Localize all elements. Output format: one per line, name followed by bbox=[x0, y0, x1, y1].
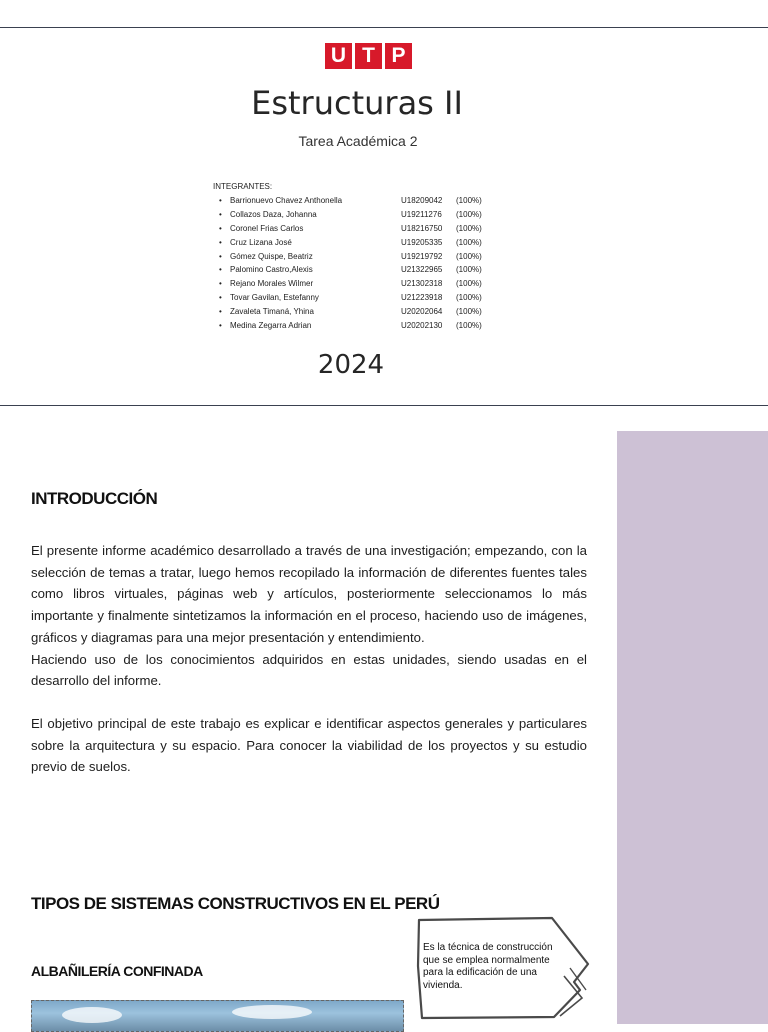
bullet-icon: • bbox=[219, 237, 222, 247]
member-name: Palomino Castro,Alexis bbox=[230, 265, 313, 275]
bullet-icon: • bbox=[219, 265, 222, 275]
bullet-icon: • bbox=[219, 196, 222, 205]
bullet-icon: • bbox=[219, 307, 222, 317]
member-name: Rejano Morales Wilmer bbox=[230, 279, 314, 289]
intro-paragraph: El presente informe académico desarrollado a través de una investigación; empezando, con la selección de temas a tratar, luego hemos recopilado la información de diferentes fuentes tales como libros virtuales, páginas web y artículos, posteriormente seleccionamos lo más importante y finalmente sintetizamos la información en el proceso, haciendo uso de imágenes, gráficos y diagramas para una mejor presentación y entendimiento. bbox=[31, 543, 587, 645]
member-name: Tovar Gavilan, Estefanny bbox=[230, 293, 319, 303]
member-code: U20202064 bbox=[401, 307, 443, 317]
member-code: U19205335 bbox=[401, 237, 443, 247]
member-name: Zavaleta Timaná, Yhina bbox=[230, 307, 314, 317]
members-list bbox=[213, 182, 482, 333]
member-percentage: (100%) bbox=[456, 251, 482, 261]
objective-text bbox=[31, 713, 587, 778]
objective-paragraph: El objetivo principal de este trabajo es explicar e identificar aspectos generales y particulares sobre la arquitectura y su espacio. Para conocer la viabilidad de los proyectos y su estudio previo de suelos. bbox=[31, 716, 587, 775]
member-percentage: (100%) bbox=[456, 209, 482, 219]
member-row bbox=[213, 291, 482, 305]
member-percentage: (100%) bbox=[456, 237, 482, 247]
photo-cloud bbox=[232, 1005, 312, 1019]
callout-text: Es la técnica de construcción que se emplea normalmente para la edificación de una vivienda. bbox=[423, 942, 553, 991]
intro-paragraph: Haciendo uso de los conocimientos adquiridos en estas unidades, siendo usadas en el desarrollo del informe. bbox=[31, 651, 587, 689]
member-name: Cruz Lizana José bbox=[230, 237, 292, 247]
introduction-heading: INTRODUCCIÓN bbox=[31, 489, 158, 508]
member-percentage: (100%) bbox=[456, 196, 482, 205]
member-row bbox=[213, 277, 482, 291]
member-code: U19219792 bbox=[401, 251, 443, 261]
member-code: U21302318 bbox=[401, 279, 443, 289]
member-row bbox=[213, 305, 482, 319]
member-code: U19211276 bbox=[401, 209, 442, 219]
member-row bbox=[213, 194, 482, 208]
member-code: U18216750 bbox=[401, 223, 443, 233]
document-title: Estructuras II bbox=[251, 84, 463, 122]
member-row bbox=[213, 319, 482, 333]
member-code: U18209042 bbox=[401, 196, 443, 205]
construction-photo bbox=[31, 1000, 404, 1032]
decorative-side-panel bbox=[617, 431, 768, 1024]
member-percentage: (100%) bbox=[456, 307, 482, 317]
member-row bbox=[213, 222, 482, 236]
bullet-icon: • bbox=[219, 223, 222, 233]
top-page-rule bbox=[0, 27, 768, 28]
members-label: INTEGRANTES: bbox=[213, 182, 273, 191]
document-year: 2024 bbox=[317, 350, 385, 380]
member-percentage: (100%) bbox=[456, 293, 482, 303]
member-percentage: (100%) bbox=[456, 279, 482, 289]
document-subtitle: Tarea Académica 2 bbox=[298, 133, 418, 149]
member-percentage: (100%) bbox=[456, 321, 482, 331]
photo-cloud bbox=[62, 1007, 122, 1023]
member-code: U21322965 bbox=[401, 265, 443, 275]
member-percentage: (100%) bbox=[456, 265, 482, 275]
introduction-text bbox=[31, 540, 587, 692]
member-row bbox=[213, 208, 482, 222]
utp-logo bbox=[325, 43, 412, 69]
construction-systems-heading: TIPOS DE SISTEMAS CONSTRUCTIVOS EN EL PERÚ bbox=[31, 894, 440, 913]
bullet-icon: • bbox=[219, 279, 222, 289]
member-name: Barrionuevo Chavez Anthonella bbox=[230, 196, 343, 205]
member-code: U21223918 bbox=[401, 293, 443, 303]
logo-letter-u: U bbox=[325, 43, 352, 69]
member-percentage: (100%) bbox=[456, 223, 482, 233]
logo-letter-p: P bbox=[385, 43, 412, 69]
member-name: Coronel Frias Carlos bbox=[230, 223, 304, 233]
member-name: Collazos Daza, Johanna bbox=[230, 209, 317, 219]
page-break-rule bbox=[0, 405, 768, 406]
confined-masonry-heading: ALBAÑILERÍA CONFINADA bbox=[31, 963, 203, 979]
logo-letter-t: T bbox=[355, 43, 382, 69]
bullet-icon: • bbox=[219, 321, 222, 331]
member-name: Medina Zegarra Adrian bbox=[230, 321, 312, 331]
member-row bbox=[213, 236, 482, 250]
bullet-icon: • bbox=[219, 293, 222, 303]
bullet-icon: • bbox=[219, 209, 222, 219]
member-row bbox=[213, 250, 482, 264]
member-code: U20202130 bbox=[401, 321, 443, 331]
member-name: Gómez Quispe, Beatriz bbox=[230, 251, 313, 261]
member-row bbox=[213, 263, 482, 277]
bullet-icon: • bbox=[219, 251, 222, 261]
